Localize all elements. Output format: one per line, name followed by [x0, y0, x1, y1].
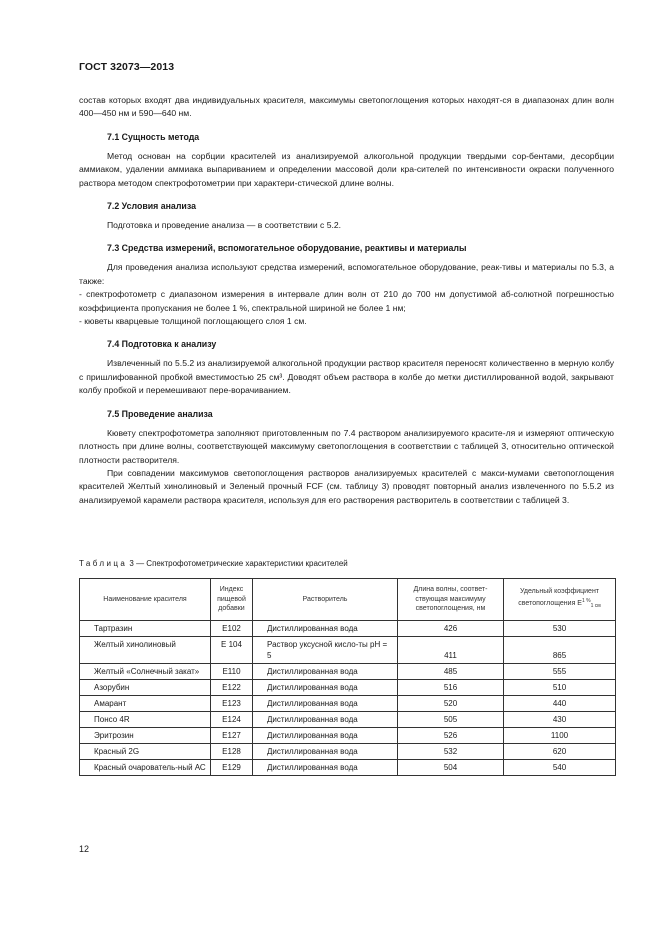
coefficient-cell: 430	[504, 712, 616, 728]
dye-name-cell: Красный 2G	[80, 744, 211, 760]
additive-index-cell: E127	[211, 728, 253, 744]
coefficient-cell: 540	[504, 760, 616, 776]
table-row	[80, 696, 616, 712]
section-7-3-text: Для проведения анализа используют средства измерений, вспомогательное оборудование, реак-тивы и материалы по 5.3, а также:	[79, 262, 614, 286]
header-coefficient: Удельный коэффициент светопоглощения $E^{1 \%}_{1 см}$	[504, 579, 616, 621]
section-7-2-title: 7.2 Условия анализа	[107, 201, 196, 212]
additive-index-cell: E 104	[211, 637, 253, 664]
dye-name-cell: Понсо 4R	[80, 712, 211, 728]
additive-index-cell: E128	[211, 744, 253, 760]
additive-index-cell: E123	[211, 696, 253, 712]
table-row	[80, 728, 616, 744]
section-7-5-text-1: Кювету спектрофотометра заполняют приготовленным по 7.4 раствором анализируемого красите-ля и измеряют оптическую плотность при длине волны, соответствующей максимуму светопоглощения в соответствии с таблицей 3, относительно оптической плотности растворителя.	[79, 427, 614, 465]
dye-name-cell: Красный очарователь-ный АС	[80, 760, 211, 776]
page-number: 12	[79, 844, 90, 854]
table-row	[80, 712, 616, 728]
table-row	[80, 680, 616, 696]
additive-index-cell: E102	[211, 621, 253, 637]
header-additive-index: Индекс пищевой добавки	[211, 579, 253, 621]
header-wavelength: Длина волны, соответ-ствующая максимуму светопоглощения, нм	[398, 579, 504, 621]
header-dye-name: Наименование красителя	[80, 579, 211, 621]
dye-name-cell: Тартразин	[80, 621, 211, 637]
coefficient-cell: 555	[504, 664, 616, 680]
solvent-cell: Раствор уксусной кисло-ты pH = 5	[253, 637, 398, 664]
wavelength-cell: 505	[398, 712, 504, 728]
spectro-table	[79, 578, 616, 776]
wavelength-cell: 526	[398, 728, 504, 744]
document-body	[79, 94, 614, 507]
section-7-2-text: Подготовка и проведение анализа — в соответствии с 5.2.	[107, 220, 342, 231]
wavelength-cell: 411	[398, 637, 504, 664]
solvent-cell: Дистиллированная вода	[253, 680, 398, 696]
wavelength-cell: 426	[398, 621, 504, 637]
solvent-cell: Дистиллированная вода	[253, 728, 398, 744]
section-7-3-item-spectrophotometer: - спектрофотометр с диапазоном измерения в интервале длин волн от 210 до 700 нм допустимой аб-солютной погрешностью коэффициента пропускания не более 1 %, спектральной шириной не более 1 нм;	[79, 289, 614, 313]
additive-index-cell: E122	[211, 680, 253, 696]
table-caption-word: Таблица	[79, 559, 128, 568]
table-body	[80, 621, 616, 776]
coefficient-cell: 510	[504, 680, 616, 696]
dye-name-cell: Желтый «Солнечный закат»	[80, 664, 211, 680]
section-7-5-title: 7.5 Проведение анализа	[107, 408, 213, 419]
section-7-3-item-cuvettes: - кюветы кварцевые толщиной поглощающего слоя 1 см.	[79, 316, 307, 327]
coefficient-cell: 530	[504, 621, 616, 637]
additive-index-cell: E110	[211, 664, 253, 680]
table-caption	[79, 559, 348, 568]
wavelength-cell: 485	[398, 664, 504, 680]
intro-paragraph: состав которых входят два индивидуальных красителя, максимумы светопоглощения которых находят-ся в диапазонах длин волн 400—450 нм и 590—640 нм.	[79, 95, 614, 119]
table-row	[80, 760, 616, 776]
dye-name-cell: Азорубин	[80, 680, 211, 696]
coefficient-cell: 620	[504, 744, 616, 760]
solvent-cell: Дистиллированная вода	[253, 712, 398, 728]
solvent-cell: Дистиллированная вода	[253, 621, 398, 637]
wavelength-cell: 520	[398, 696, 504, 712]
coefficient-cell: 865	[504, 637, 616, 664]
solvent-cell: Дистиллированная вода	[253, 760, 398, 776]
section-7-4-text: Извлеченный по 5.5.2 из анализируемой алкогольной продукции раствор красителя переносят количественно в мерную колбу с пришлифованной пробкой вместимостью 25 см³. Доводят объем раствора в колбе до метки дистиллированной водой, закрывают колбу пробкой и перемешивают пере-ворачиванием.	[79, 358, 614, 396]
table-row	[80, 637, 616, 664]
header-solvent: Растворитель	[253, 579, 398, 621]
table-row	[80, 664, 616, 680]
standard-header: ГОСТ 32073—2013	[79, 61, 175, 73]
dye-name-cell: Амарант	[80, 696, 211, 712]
table-row	[80, 621, 616, 637]
solvent-cell: Дистиллированная вода	[253, 744, 398, 760]
additive-index-cell: E129	[211, 760, 253, 776]
solvent-cell: Дистиллированная вода	[253, 696, 398, 712]
solvent-cell: Дистиллированная вода	[253, 664, 398, 680]
dye-name-cell: Эритрозин	[80, 728, 211, 744]
section-7-1-title: 7.1 Сущность метода	[107, 131, 200, 142]
dye-name-cell: Желтый хинолиновый	[80, 637, 211, 664]
coefficient-cell: 1100	[504, 728, 616, 744]
section-7-3-title: 7.3 Средства измерений, вспомогательное оборудование, реактивы и материалы	[107, 243, 467, 254]
coefficient-cell: 440	[504, 696, 616, 712]
table-caption-title: 3 — Спектрофотометрические характеристики красителей	[129, 559, 348, 568]
additive-index-cell: E124	[211, 712, 253, 728]
wavelength-cell: 532	[398, 744, 504, 760]
table-row	[80, 744, 616, 760]
wavelength-cell: 516	[398, 680, 504, 696]
section-7-4-title: 7.4 Подготовка к анализу	[107, 339, 217, 350]
section-7-5-text-2: При совпадении максимумов светопоглощения растворов анализируемых красителей с макси-мумами светопоглощения красителей Желтый хинолиновый и Зеленый прочный FCF (см. таблицу 3) проводят повторный анализ извлеченного по 5.5.2 из анализируемой карамели раствора красителя, используя для его растворения растворитель в соответствии с таблицей 3.	[79, 467, 614, 505]
table-header-row	[80, 579, 616, 621]
wavelength-cell: 504	[398, 760, 504, 776]
section-7-1-text: Метод основан на сорбции красителей из анализируемой алкогольной продукции твердыми сор-бентами, десорбции аммиаком, удалении аммиака выпариванием и определении массовой доли кра-сителей по интенсивности окраски полученного раствора методом спектрофотометрии при характери-стической длине волны.	[79, 150, 614, 188]
